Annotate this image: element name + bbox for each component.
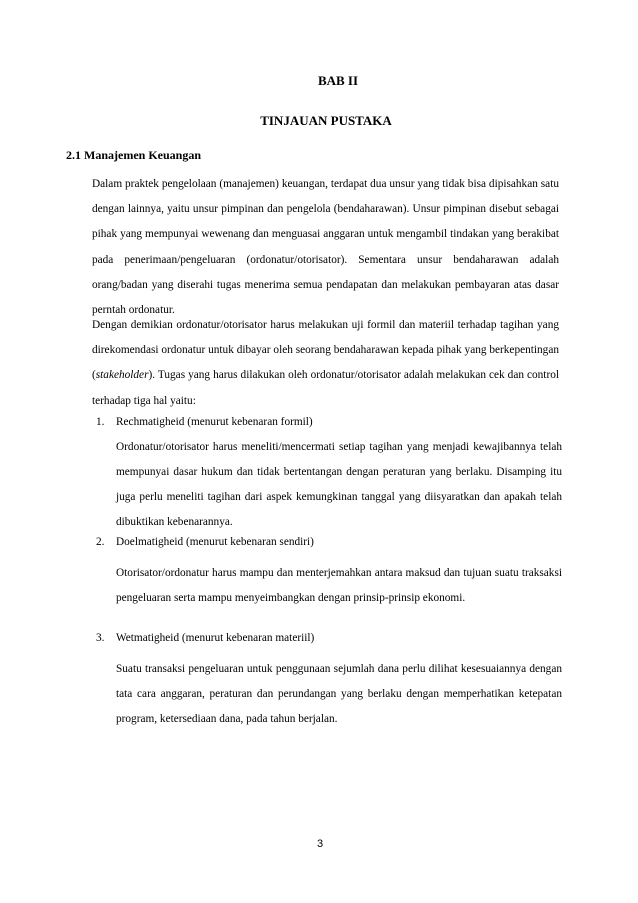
- paragraph-text-before: Dengan demikian ordonatur/otorisator harus melakukan uji formil dan materiil terhadap tagihan yang direkomendasi ordonatur untuk dibayar oleh seorang bendaharawan kepada pihak yang berkepentingan (: [92, 319, 559, 382]
- page-number: 3: [316, 838, 324, 850]
- paragraph-intro: Dalam praktek pengelolaan (manajemen) keuangan, terdapat dua unsur yang tidak bisa dipisahkan satu dengan lainnya, yaitu unsur pimpinan dan pengelola (bendaharawan). Unsur pimpinan disebut sebagai pihak yang mempunyai wewenang dan menguasai anggaran untuk mengambil tindakan yang berakibat pada penerimaan/pengeluaran (ordonatur/otorisator). Sementara unsur bendaharawan adalah orang/badan yang diserahi tugas menerima semua pendapatan dan melakukan pembayaran atas dasar perntah ordonatur.: [92, 178, 559, 317]
- stakeholder-term: stakeholder: [95, 369, 149, 382]
- list-item-number: 1.: [96, 416, 105, 428]
- section-heading: 2.1 Manajemen Keuangan: [66, 148, 201, 162]
- list-item-number: 3.: [96, 632, 105, 644]
- paragraph-text-after: ). Tugas yang harus dilakukan oleh ordonatur/otorisator adalah melakukan cek dan control terhadap tiga hal yaitu:: [92, 369, 559, 407]
- list-item: [96, 626, 566, 732]
- list-item: [96, 410, 566, 535]
- list-item-body: Ordonatur/otorisator harus meneliti/mencermati setiap tagihan yang menjadi kewajibannya telah mempunyai dasar hukum dan tidak bertentangan dengan peraturan yang berlaku. Disamping itu juga perlu meneliti tagihan dari aspek kemungkinan tanggal yang diisyaratkan dan apakah telah dibuktikan kebenarannya.: [116, 441, 562, 528]
- list-item-heading: [96, 410, 566, 435]
- list-item-heading: [96, 626, 566, 651]
- chapter-number: BAB II: [317, 73, 359, 88]
- list-item: [96, 530, 566, 611]
- list-item-body: Suatu transaksi pengeluaran untuk penggunaan sejumlah dana perlu dilihat kesesuaiannya dengan tata cara anggaran, peraturan dan perundangan yang berlaku dengan memperhatikan ketepatan program, ketersediaan dana, pada tahun berjalan.: [116, 663, 562, 725]
- list-item-title: Doelmatigheid (menurut kebenaran sendiri): [116, 536, 314, 548]
- list-item-heading: [96, 530, 566, 555]
- list-item-body: Otorisator/ordonatur harus mampu dan menterjemahkan antara maksud dan tujuan suatu traksaksi pengeluaran serta mampu menyeimbangkan dengan prinsip-prinsip ekonomi.: [116, 567, 562, 604]
- paragraph-verification: [92, 313, 559, 414]
- list-item-title: Rechmatigheid (menurut kebenaran formil): [116, 416, 313, 428]
- list-item-number: 2.: [96, 536, 105, 548]
- list-item-title: Wetmatigheid (menurut kebenaran materiil): [116, 632, 315, 644]
- chapter-title: TINJAUAN PUSTAKA: [260, 113, 392, 128]
